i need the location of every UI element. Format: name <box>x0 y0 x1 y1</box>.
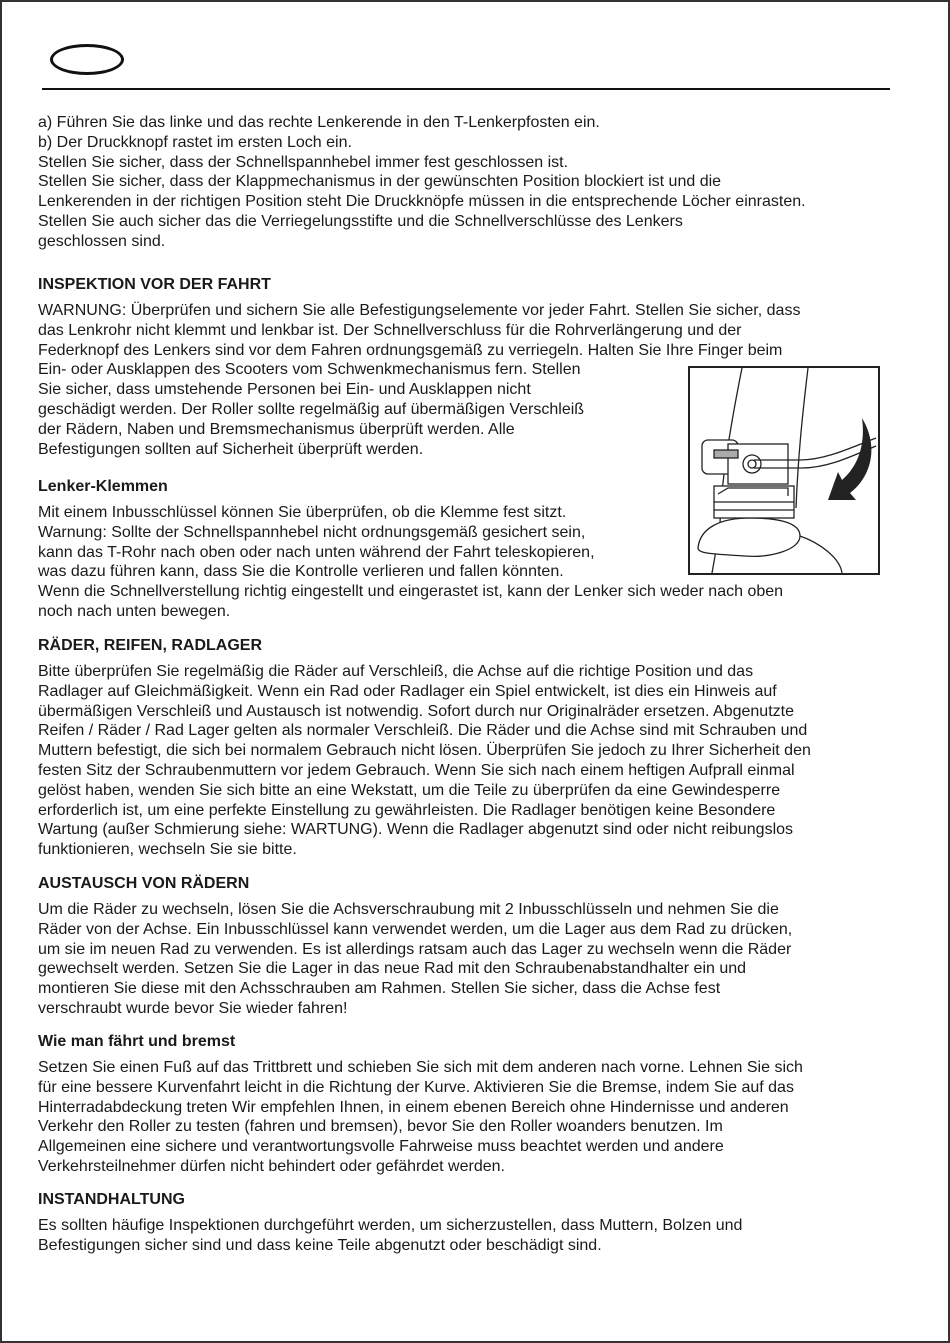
text-line: montieren Sie diese mit den Achsschrauben am Rahmen. Stellen Sie sicher, dass die Achse fest <box>38 980 721 998</box>
text-line: Sie sicher, dass umstehende Personen bei Ein- und Ausklappen nicht <box>38 381 531 399</box>
text-line: Reifen / Räder / Rad Lager gelten als normaler Verschleiß. Die Räder und die Achse sind mit Schrauben und <box>38 722 808 740</box>
text-line: Hinterradabdeckung treten Wir empfehlen Ihnen, in einem ebenen Bereich ohne Hindernisse und anderen <box>38 1098 789 1116</box>
text-line: geschlossen sind. <box>38 232 166 250</box>
section-heading: INSPEKTION VOR DER FAHRT <box>38 276 271 293</box>
text-line: kann das T-Rohr nach oben oder nach unten während der Fahrt teleskopieren, <box>38 543 595 561</box>
text-line: Wenn die Schnellverstellung richtig eingestellt und eingerastet ist, kann der Lenker sich weder nach oben <box>38 583 784 601</box>
intro-block <box>38 113 806 252</box>
text-line: Lenkerenden in der richtigen Position steht Die Druckknöpfe müssen in die entsprechende Löcher einrasten. <box>38 193 806 211</box>
text-line: funktionieren, wechseln Sie sie bitte. <box>38 841 297 859</box>
text-line: um sie im neuen Rad zu verwenden. Es ist allerdings ratsam auch das Lager zu wechseln wenn die Räder <box>38 940 792 958</box>
section-heading: Lenker-Klemmen <box>38 478 168 495</box>
text-line: Allgemeinen eine sichere und verantwortungsvolle Fahrweise muss beachtet werden und andere <box>38 1138 724 1156</box>
text-line: Befestigungen sicher sind und dass keine Teile abgenutzt oder beschädigt sind. <box>38 1236 602 1254</box>
section-heading: INSTANDHALTUNG <box>38 1191 185 1208</box>
text-line: Mit einem Inbusschlüssel können Sie überprüfen, ob die Klemme fest sitzt. <box>38 504 567 521</box>
text-line: gewechselt werden. Setzen Sie die Lager in das neue Rad mit den Schraubenabstandhalter ein und <box>38 960 747 978</box>
text-line: Stellen Sie sicher, dass der Schnellspannhebel immer fest geschlossen ist. <box>38 153 569 171</box>
text-line: festen Sitz der Schraubenmuttern vor jedem Gebrauch. Wenn Sie sich nach einem heftigen Aufprall einmal <box>38 761 795 779</box>
text-line: Federknopf des Lenkers sind vor dem Fahren ordnungsgemäß zu verriegeln. Halten Sie Ihre Finger beim <box>38 341 783 359</box>
text-line: verschraubt wurde bevor Sie wieder fahren! <box>38 999 348 1017</box>
text-line: Räder von der Achse. Ein Inbusschlüssel kann verwendet werden, um die Lager aus dem Rad zu drücken, <box>38 920 793 938</box>
text-line: Verkehr den Roller zu testen (fahren und bremsen), bevor Sie den Roller woanders benutzen. Im <box>38 1118 723 1136</box>
text-line: Befestigungen sollten auf Sicherheit überprüft werden. <box>38 440 424 458</box>
section-heading: Wie man fährt und bremst <box>38 1033 236 1050</box>
text-line: Um die Räder zu wechseln, lösen Sie die Achsverschraubung mit 2 Inbusschlüsseln und nehmen Sie die <box>38 901 779 918</box>
text-line: erforderlich ist, um eine perfekte Einstellung zu gewährleisten. Die Radlager benötigen keine Besondere <box>38 801 776 819</box>
section-inspektion <box>38 275 800 459</box>
text-line: der Rädern, Naben und Bremsmechanismus überprüft werden. Alle <box>38 420 515 438</box>
text-line: noch nach unten bewegen. <box>38 602 231 620</box>
section-instandhaltung <box>38 1190 742 1256</box>
section-lenker-klemmen <box>38 477 783 622</box>
section-raeder <box>38 636 811 860</box>
text-line: Bitte überprüfen Sie regelmäßig die Räder auf Verschleiß, die Achse auf die richtige Position und das <box>38 663 754 680</box>
text-line: Ein- oder Ausklappen des Scooters vom Schwenkmechanismus fern. Stellen <box>38 361 581 379</box>
text-line: Radlager auf Gleichmäßigkeit. Wenn ein Rad oder Radlager ein Spiel entwickelt, ist dies ein Hinweis auf <box>38 682 777 700</box>
clamp-lever-icon <box>690 368 878 573</box>
header-rule <box>42 88 890 90</box>
text-line: geschädigt werden. Der Roller sollte regelmäßig auf übermäßigen Verschleiß <box>38 400 585 418</box>
section-fahren-bremsen <box>38 1032 803 1177</box>
text-line: Verkehrsteilnehmer dürfen nicht behindert oder gefährdet werden. <box>38 1157 505 1175</box>
section-heading: RÄDER, REIFEN, RADLAGER <box>38 637 263 654</box>
text-line: Wartung (außer Schmierung siehe: WARTUNG). Wenn die Radlager abgenutzt sind oder nicht reibungslos <box>38 821 794 839</box>
text-line: gelöst haben, wenden Sie sich bitte an eine Wekstatt, um die Teile zu überprüfen da eine Gewindesperre <box>38 781 781 799</box>
text-line: a) Führen Sie das linke und das rechte Lenkerende in den T-Lenkerpfosten ein. <box>38 114 600 131</box>
text-line: für eine bessere Kurvenfahrt leicht in die Richtung der Kurve. Aktivieren Sie die Bremse, indem Sie auf das <box>38 1078 794 1096</box>
section-austausch <box>38 874 792 1019</box>
text-line: das Lenkrohr nicht klemmt und lenkbar ist. Der Schnellverschluss für die Rohrverlängerung und der <box>38 321 742 339</box>
text-line: Muttern befestigt, die sich bei normalem Gebrauch nicht lösen. Überprüfen Sie jedoch zu Ihrer Sicherheit den <box>38 742 811 760</box>
text-line: b) Der Druckknopf rastet im ersten Loch ein. <box>38 133 352 151</box>
language-badge-oval <box>50 44 124 75</box>
text-line: übermäßigen Verschleiß und Austausch ist notwendig. Sofort durch nur Originalräder ersetzen. Abgenutzte <box>38 702 794 720</box>
section-heading: AUSTAUSCH VON RÄDERN <box>38 875 250 892</box>
text-line: Stellen Sie sicher, dass der Klappmechanismus in der gewünschten Position blockiert ist und die <box>38 173 722 191</box>
text-line: WARNUNG: Überprüfen und sichern Sie alle Befestigungselemente vor jeder Fahrt. Stellen Sie sicher, dass <box>38 302 801 319</box>
text-line: Warnung: Sollte der Schnellspannhebel nicht ordnungsgemäß gesichert sein, <box>38 523 586 541</box>
text-line: Stellen Sie auch sicher das die Verriegelungsstifte und die Schnellverschlüsse des Lenkers <box>38 212 683 230</box>
text-line: was dazu führen kann, dass Sie die Kontrolle verlieren und fallen könnten. <box>38 563 564 581</box>
clamp-lever-illustration <box>688 366 880 575</box>
text-line: Es sollten häufige Inspektionen durchgeführt werden, um sicherzustellen, dass Muttern, Bolzen und <box>38 1217 743 1234</box>
text-line: Setzen Sie einen Fuß auf das Trittbrett und schieben Sie sich mit dem anderen nach vorne. Lehnen Sie sich <box>38 1059 803 1076</box>
